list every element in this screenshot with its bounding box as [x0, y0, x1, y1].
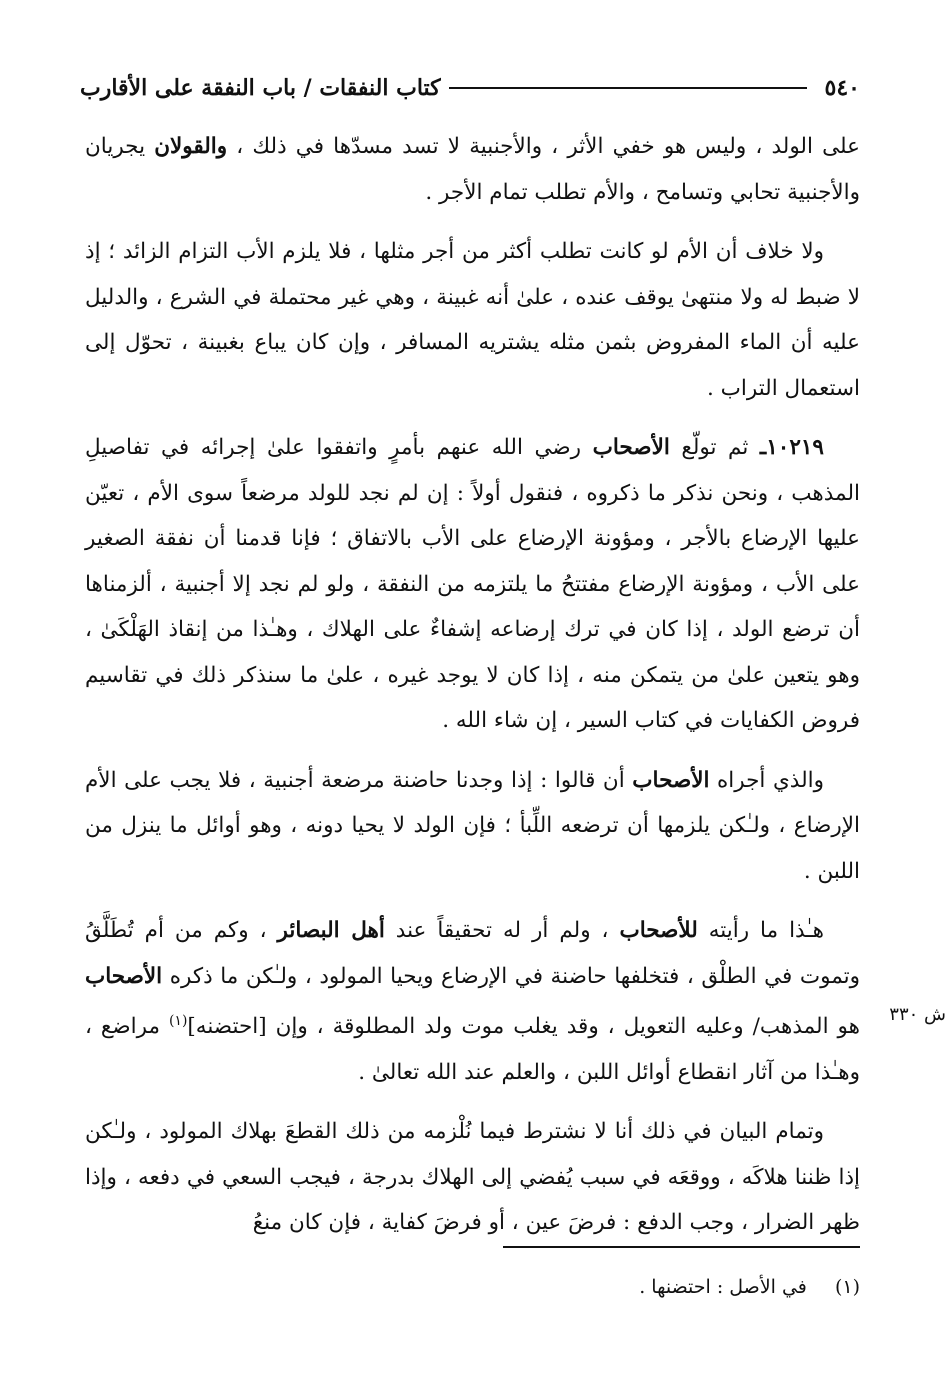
text-segment: وتمام البيان في ذلك أنا لا نشترط فيما نُلْزمه من ذلك القطعَ بهلاك المولود ، ولـٰكن إذا ظننا هلاكَه ، ووقعَه في سبب يُفضي إلى الهلاك بدرجة ، فيجب السعي في دفعه ، وإذا ظهر الضرار ، وجب الدفع : فرضَ عين ، أو فرضَ كفاية ، فإن كان منعُ	[85, 1119, 860, 1236]
text-segment: على الولد ، وليس هو خفي الأثر ، والأجنبية لا تسد مسدّها في ذلك ،	[227, 134, 860, 159]
text-segment: ، وكم من أم تُطَلَّقُ وتموت في الطلْق ، فتخلفها حاضنة في الإرضاع ويحيا المولود ، ولـٰكن ما ذكره	[85, 918, 860, 989]
bold-term: للأصحاب	[619, 918, 698, 943]
text-segment: والذي أجراه	[709, 767, 824, 793]
header-rule	[449, 87, 807, 89]
footnote	[85, 1272, 860, 1302]
paragraph	[85, 758, 860, 895]
text-segment: مراضع ، وهـٰذا من آثار انقطاع أوائل اللبن ، والعلم عند الله تعالىٰ .	[85, 1014, 860, 1085]
bold-term: أهل البصائر	[277, 918, 385, 943]
text-segment: ، ولم أر له تحقيقاً عند	[384, 918, 620, 943]
text-segment: أن قالوا : إذا وجدنا حاضنة مرضعة أجنبية ، فلا يجب على الأم الإرضاع ، ولـٰكن يلزمها أن ترضعه اللِّبأ ؛ فإن الولد لا يحيا دونه ، وهو أوائل ما ينزل من اللبن .	[85, 767, 860, 884]
bold-term: الأصحاب	[632, 767, 710, 793]
footnote-separator	[503, 1246, 860, 1248]
text-segment: ثم تولّع	[669, 435, 760, 460]
footnote-mark: (١)	[834, 1276, 860, 1298]
footnote-reference: (١)	[168, 1013, 188, 1029]
body-text	[85, 124, 860, 1260]
page-number: ٥٤٠	[824, 75, 860, 101]
running-title: كتاب النفقات / باب النفقة على الأقارب	[80, 75, 441, 101]
bold-term: الأصحاب	[592, 435, 670, 460]
text-segment: ولا خلاف أن الأم لو كانت تطلب أكثر من أجر مثلها ، فلا يلزم الأب التزام الزائد ؛ إذ لا ضبط له ولا منتهىٰ يوقف عنده ، علىٰ أنه غبينة ، وهي غير محتملة في الشرع ، والدليل عليه أن الماء المفروض بثمن مثله يشتريه المسافر ، وإن كان يباع بغبينة ، تحوّل إلى استعمال التراب .	[85, 239, 860, 401]
paragraph	[85, 908, 860, 1095]
text-segment: هـٰذا ما رأيته	[697, 918, 824, 943]
text-segment: هو المذهب/ وعليه التعويل ، وقد يغلب موت ولد المطلوقة ، وإن [احتضنه]	[187, 1014, 860, 1040]
bold-term: ١٠٢١٩ـ	[759, 435, 824, 460]
paragraph	[85, 425, 860, 744]
page-header	[80, 68, 860, 108]
text-segment: رضي الله عنهم بأمرٍ واتفقوا علىٰ إجرائه في تفاصيلِ المذهب ، ونحن نذكر ما ذكروه ، فنقول أولاً : إن لم نجد للولد مرضعاً سوى الأم ، تعيّن عليها الإرضاع بالأجر ، ومؤونة الإرضاع على الأب بالاتفاق ؛ فإنا قدمنا أن نفقة الصغير على الأب ، ومؤونة الإرضاع مفتتحُ ما يلتزمه من النفقة ، ولو لم نجد إلا أجنبية ، ألزمناها أن ترضع الولد ، إذا كان في ترك إرضاعه إشفاءٌ على الهلاك ، وهـٰذا من إنقاذ الهَلْكَىٰ ، وهو يتعين علىٰ من يتمكن منه ، إذا كان لا يوجد غيره ، علىٰ ما سنذكر ذلك في تقاسيم فروض الكفايات في كتاب السير ، إن شاء الله .	[85, 435, 860, 733]
margin-page-reference: ش ٣٣٠	[889, 1004, 946, 1025]
bold-term: الأصحاب	[85, 963, 163, 989]
bold-term: والقولان	[154, 134, 228, 159]
footnote-text: في الأصل : احتضنها .	[639, 1276, 807, 1298]
paragraph	[85, 1109, 860, 1246]
paragraph	[85, 124, 860, 215]
text-segment: يجريان والأجنبية تحابي وتسامح ، والأم تطلب تمام الأجر .	[85, 134, 860, 205]
paragraph	[85, 229, 860, 411]
